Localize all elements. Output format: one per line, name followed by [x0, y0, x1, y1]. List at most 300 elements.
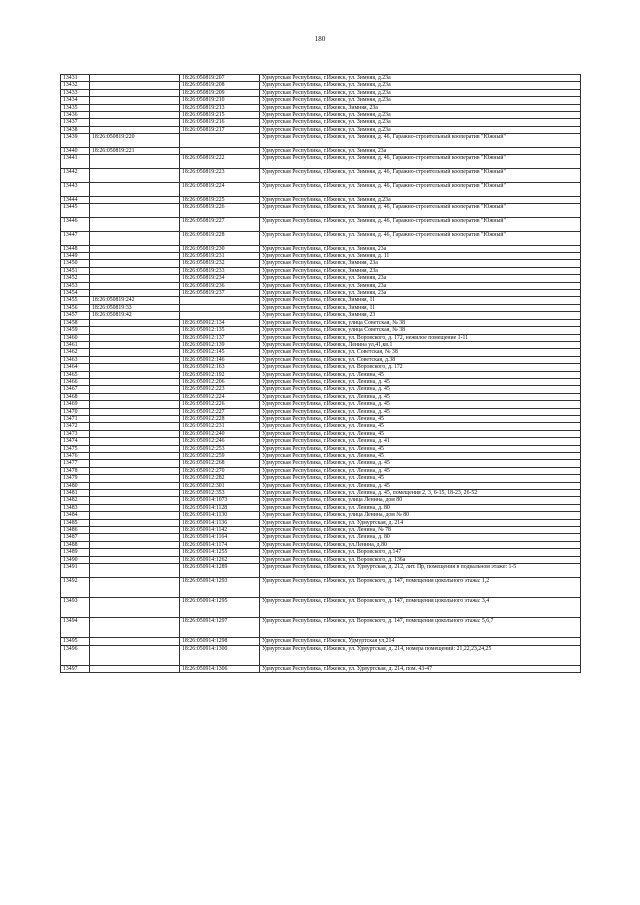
cell-addr: Удмуртская Республика, г.Ижевск, ул. Ленина, д. 45	[260, 408, 581, 415]
cell-old	[90, 408, 180, 415]
cell-kad: 18:26:050914:1128	[180, 504, 260, 511]
cell-kad: 18:26:050914:1297	[180, 618, 260, 638]
table-row	[61, 290, 581, 297]
cell-num: 13446	[61, 218, 90, 232]
cell-old	[90, 260, 180, 267]
cell-old	[90, 371, 180, 378]
table-row	[61, 275, 581, 282]
cell-num: 13445	[61, 204, 90, 218]
table-row	[61, 371, 581, 378]
cell-kad: 18:26:050819:207	[180, 75, 260, 82]
cell-addr: Удмуртская Республика, г.Ижевск, ул. Воровского, д. 136а	[260, 556, 581, 563]
table-row	[61, 260, 581, 267]
table-row	[61, 183, 581, 197]
cell-kad: 18:26:050819:224	[180, 183, 260, 197]
cell-old	[90, 126, 180, 133]
cell-addr: Удмуртская Республика, г.Ижевск, ул. Зимняя, д. 46, Гаражно-строительный кооператив "Южный"	[260, 231, 581, 245]
table-row	[61, 245, 581, 252]
table-row	[61, 527, 581, 534]
cell-addr: Удмуртская Республика, г.Ижевск, Зимняя, 23а	[260, 104, 581, 111]
cell-kad: 18:26:050819:233	[180, 267, 260, 274]
cell-addr: Удмуртская Республика, г.Ижевск, ул. Зимняя, д.23а	[260, 75, 581, 82]
table-row	[61, 282, 581, 289]
cell-addr: Удмуртская Республика, г.Ижевск, ул. Зимняя, 23а	[260, 148, 581, 155]
cell-num: 13474	[61, 438, 90, 445]
table-row	[61, 155, 581, 169]
cell-kad: 18:26:050819:213	[180, 104, 260, 111]
cell-old: 18:26:050819:33	[90, 304, 180, 311]
table-row	[61, 618, 581, 638]
table-row	[61, 564, 581, 578]
cell-num: 13443	[61, 183, 90, 197]
cell-old	[90, 445, 180, 452]
cell-old	[90, 541, 180, 548]
cell-old	[90, 423, 180, 430]
cell-addr: Удмуртская Республика, г.Ижевск, ул. Ленина, 45	[260, 453, 581, 460]
cell-num: 13486	[61, 527, 90, 534]
cell-num: 13484	[61, 512, 90, 519]
cell-num: 13477	[61, 460, 90, 467]
cell-num: 13480	[61, 482, 90, 489]
cell-old	[90, 401, 180, 408]
cell-addr: Удмуртская Республика, г.Ижевск, ул. Зимняя, д. 11	[260, 253, 581, 260]
cell-addr: Удмуртская Республика, г.Ижевск, ул. Ленина, д. 41	[260, 438, 581, 445]
cell-old	[90, 319, 180, 326]
cell-addr: Удмуртская Республика, г.Ижевск, ул. Ленина, д. 45	[260, 467, 581, 474]
cell-old: 18:26:050819:220	[90, 134, 180, 148]
cell-num: 13470	[61, 408, 90, 415]
cell-num: 13485	[61, 519, 90, 526]
cell-addr: Удмуртская Республика, г.Ижевск, ул.Ленина, д.80	[260, 541, 581, 548]
cell-num: 13463	[61, 356, 90, 363]
cell-num: 13487	[61, 534, 90, 541]
cell-num: 13497	[61, 666, 90, 673]
cell-addr: Удмуртская Республика, г.Ижевск, ул. Зимняя, д. 46, Гаражно-строительный кооператив "Южный"	[260, 134, 581, 148]
cell-addr: Удмуртская Республика, г.Ижевск, Зимняя, 23а	[260, 267, 581, 274]
cell-num: 13489	[61, 549, 90, 556]
cell-old	[90, 497, 180, 504]
cell-addr: Удмуртская Республика, г.Ижевск, улица Ленина, дом 80	[260, 497, 581, 504]
cell-kad: 18:26:050914:1295	[180, 598, 260, 618]
cell-kad: 18:26:050819:216	[180, 119, 260, 126]
table-row	[61, 460, 581, 467]
cell-addr: Удмуртская Республика, г.Ижевск, ул. Ленина, д. 45	[260, 393, 581, 400]
cell-addr: Удмуртская Республика, г.Ижевск, ул. Удмуртская, д. 214, номера помещений: 21,22,23,24,25	[260, 645, 581, 665]
cell-kad	[180, 304, 260, 311]
cell-old	[90, 75, 180, 82]
table-row	[61, 126, 581, 133]
cell-old	[90, 645, 180, 665]
cell-addr: Удмуртская Республика, г.Ижевск, ул. Зимняя, д.23а	[260, 119, 581, 126]
cell-num: 13434	[61, 97, 90, 104]
cell-kad: 18:26:050912:301	[180, 482, 260, 489]
cell-kad: 18:26:050819:208	[180, 82, 260, 89]
cell-num: 13488	[61, 541, 90, 548]
cell-old	[90, 598, 180, 618]
cell-num: 13464	[61, 364, 90, 371]
cell-kad: 18:26:050912:227	[180, 408, 260, 415]
table-row	[61, 97, 581, 104]
cell-old	[90, 349, 180, 356]
cell-kad: 18:26:050912:137	[180, 334, 260, 341]
cell-addr: Удмуртская Республика, г.Ижевск, ул. Удмуртская, д. 212, лит. Пр, помещения в подвальном этаже: 1-5	[260, 564, 581, 578]
table-row	[61, 204, 581, 218]
cell-old	[90, 467, 180, 474]
cell-kad: 18:26:050912:206	[180, 378, 260, 385]
table-row	[61, 231, 581, 245]
cell-old	[90, 282, 180, 289]
cell-kad: 18:26:050912:270	[180, 467, 260, 474]
table-row	[61, 408, 581, 415]
cell-addr: Удмуртская Республика, г.Ижевск, ул. Советская, № 38	[260, 349, 581, 356]
table-row	[61, 423, 581, 430]
cell-old	[90, 378, 180, 385]
table-row	[61, 556, 581, 563]
cell-num: 13431	[61, 75, 90, 82]
cell-addr: Удмуртская Республика, г.Ижевск, ул. Зимняя, д.23а	[260, 126, 581, 133]
table-row	[61, 112, 581, 119]
cell-addr: Удмуртская Республика, г.Ижевск, ул. Ленина, д. 80	[260, 504, 581, 511]
table-row	[61, 82, 581, 89]
cell-old	[90, 430, 180, 437]
cell-old	[90, 512, 180, 519]
table-row	[61, 497, 581, 504]
cell-kad: 18:26:050912:282	[180, 475, 260, 482]
cell-addr: Удмуртская Республика, г.Ижевск, ул. Ленина, 45	[260, 371, 581, 378]
cell-old	[90, 267, 180, 274]
cell-kad: 18:26:050819:226	[180, 204, 260, 218]
table-row	[61, 453, 581, 460]
cell-addr: Удмуртская Республика, г.Ижевск, ул. Зимняя, д.23а	[260, 82, 581, 89]
cell-num: 13479	[61, 475, 90, 482]
table-row	[61, 475, 581, 482]
cell-addr: Удмуртская Республика, г.Ижевск, ул. Удмуртская, д. 214, пом. 43-47	[260, 666, 581, 673]
cell-addr: Удмуртская Республика, г.Ижевск, Ленина ул,41,кв.1	[260, 341, 581, 348]
cell-kad: 18:26:050914:1073	[180, 497, 260, 504]
table-row	[61, 393, 581, 400]
cell-num: 13448	[61, 245, 90, 252]
cell-addr: Удмуртская Республика, г.Ижевск, ул. Ленина, д. 80	[260, 534, 581, 541]
cell-kad: 18:26:050912:224	[180, 393, 260, 400]
cell-old	[90, 231, 180, 245]
cell-kad: 18:26:050912:268	[180, 460, 260, 467]
cell-num: 13441	[61, 155, 90, 169]
table-row	[61, 430, 581, 437]
cell-kad: 18:26:050819:223	[180, 169, 260, 183]
cell-old	[90, 460, 180, 467]
cell-kad: 18:26:050914:1136	[180, 519, 260, 526]
cell-addr: Удмуртская Республика, г.Ижевск, Зимняя, 11	[260, 297, 581, 304]
cell-old	[90, 386, 180, 393]
cell-addr: Удмуртская Республика, г.Ижевск, ул. Воровского, д. 147, помещения цокольного этажа: 5,6,7	[260, 618, 581, 638]
cell-kad: 18:26:050912:240	[180, 430, 260, 437]
cell-num: 13492	[61, 577, 90, 597]
cell-num: 13438	[61, 126, 90, 133]
cell-num: 13467	[61, 386, 90, 393]
cell-addr: Удмуртская Республика, г.Ижевск, ул. Ленина, № 78	[260, 527, 581, 534]
cell-kad: 18:26:050914:1298	[180, 638, 260, 645]
cell-addr: Удмуртская Республика, г.Ижевск, ул. Зимняя, д. 46, Гаражно-строительный кооператив "Южный"	[260, 218, 581, 232]
cell-addr: Удмуртская Республика, г.Ижевск, улица Советская, № 38	[260, 327, 581, 334]
table-row	[61, 148, 581, 155]
cell-addr: Удмуртская Республика, г.Ижевск, ул. Ленина, д. 45	[260, 378, 581, 385]
cell-addr: Удмуртская Республика, г.Ижевск, ул. Зимняя, 23а	[260, 282, 581, 289]
cell-old	[90, 112, 180, 119]
table-row	[61, 304, 581, 311]
cell-old	[90, 82, 180, 89]
table-row	[61, 267, 581, 274]
cell-num: 13447	[61, 231, 90, 245]
cell-addr: Удмуртская Республика, г.Ижевск, ул. Ленина, 45	[260, 415, 581, 422]
cell-addr: Удмуртская Республика, г.Ижевск, ул. Зимняя, д. 46, Гаражно-строительный кооператив "Южный"	[260, 155, 581, 169]
cell-addr: Удмуртская Республика, г.Ижевск, ул. Ленина, д. 45	[260, 401, 581, 408]
cell-addr: Удмуртская Республика, г.Ижевск, ул. Зимняя, д.23а	[260, 97, 581, 104]
cell-addr: Удмуртская Республика, г.Ижевск, ул. Зимняя, д.23а	[260, 196, 581, 203]
cell-num: 13481	[61, 490, 90, 497]
cell-kad: 18:26:050819:210	[180, 97, 260, 104]
cell-num: 13465	[61, 371, 90, 378]
cell-old: 18:26:050819:221	[90, 148, 180, 155]
cell-num: 13451	[61, 267, 90, 274]
table-row	[61, 169, 581, 183]
cell-num: 13450	[61, 260, 90, 267]
table-row	[61, 334, 581, 341]
cell-num: 13468	[61, 393, 90, 400]
cell-old	[90, 564, 180, 578]
cell-old	[90, 169, 180, 183]
cell-num: 13466	[61, 378, 90, 385]
cell-num: 13449	[61, 253, 90, 260]
cell-kad: 18:26:050912:253	[180, 445, 260, 452]
cell-addr: Удмуртская Республика, г.Ижевск, улица Ленина, дом № 80	[260, 512, 581, 519]
table-row	[61, 378, 581, 385]
cell-kad: 18:26:050914:1306	[180, 666, 260, 673]
cell-addr: Удмуртская Республика, г.Ижевск, ул. Ленина, 45	[260, 423, 581, 430]
table-row	[61, 75, 581, 82]
cell-num: 13494	[61, 618, 90, 638]
cell-kad	[180, 148, 260, 155]
cell-addr: Удмуртская Республика, г.Ижевск, ул. Зимняя, д.23а	[260, 89, 581, 96]
cell-num: 13471	[61, 415, 90, 422]
cell-old	[90, 155, 180, 169]
cell-addr: Удмуртская Республика, г.Ижевск, Зимняя, 23а	[260, 260, 581, 267]
cadastral-table	[60, 74, 581, 673]
cell-num: 13442	[61, 169, 90, 183]
table-row	[61, 504, 581, 511]
cell-old	[90, 638, 180, 645]
cell-num: 13478	[61, 467, 90, 474]
cell-kad: 18:26:050819:215	[180, 112, 260, 119]
table-row	[61, 119, 581, 126]
cell-kad: 18:26:050914:1293	[180, 577, 260, 597]
cell-addr: Удмуртская Республика, г.Ижевск, ул. Воровского, д. 147, помещения цокольного этажа: 3,4	[260, 598, 581, 618]
cell-num: 13472	[61, 423, 90, 430]
cell-num: 13454	[61, 290, 90, 297]
cell-num: 13435	[61, 104, 90, 111]
cell-old	[90, 438, 180, 445]
table-row	[61, 490, 581, 497]
table-row	[61, 386, 581, 393]
table-row	[61, 401, 581, 408]
cell-addr: Удмуртская Республика, г.Ижевск, улица Советская, № 38	[260, 319, 581, 326]
cell-num: 13437	[61, 119, 90, 126]
cell-old	[90, 196, 180, 203]
cell-old	[90, 218, 180, 232]
cell-old	[90, 89, 180, 96]
cell-kad: 18:26:050912:135	[180, 327, 260, 334]
cell-addr: Удмуртская Республика, г.Ижевск, ул. Зимняя, д. 46, Гаражно-строительный кооператив "Южный"	[260, 183, 581, 197]
cell-num: 13491	[61, 564, 90, 578]
table-row	[61, 104, 581, 111]
cell-addr: Удмуртская Республика, г.Ижевск, ул. Зимняя, д. 46, Гаражно-строительный кооператив "Южный"	[260, 169, 581, 183]
cell-addr: Удмуртская Республика, г.Ижевск, Зимняя, 23	[260, 312, 581, 319]
cell-addr: Удмуртская Республика, г.Ижевск, ул. Ленина, д. 45	[260, 386, 581, 393]
cell-num: 13461	[61, 341, 90, 348]
cell-num: 13482	[61, 497, 90, 504]
cell-kad: 18:26:050912:228	[180, 415, 260, 422]
table-row	[61, 666, 581, 673]
table-row	[61, 638, 581, 645]
cell-kad: 18:26:050819:217	[180, 126, 260, 133]
table-row	[61, 297, 581, 304]
cell-addr: Удмуртская Республика, г.Ижевск, ул. Зимняя, 23а	[260, 290, 581, 297]
cell-num: 13456	[61, 304, 90, 311]
cell-old	[90, 577, 180, 597]
cell-num: 13462	[61, 349, 90, 356]
cell-kad: 18:26:050912:163	[180, 364, 260, 371]
cell-addr: Удмуртская Республика, г.Ижевск, ул. Воровского, д.147	[260, 549, 581, 556]
cell-old	[90, 482, 180, 489]
table-row	[61, 577, 581, 597]
cell-num: 13458	[61, 319, 90, 326]
cell-old	[90, 519, 180, 526]
cell-old	[90, 204, 180, 218]
cell-addr: Удмуртская Республика, г.Ижевск, Удмуртская ул,214	[260, 638, 581, 645]
table-row	[61, 519, 581, 526]
table-row	[61, 356, 581, 363]
cell-addr: Удмуртская Республика, г.Ижевск, ул. Ленина, д. 45, помещения 2, 3, 6-15, 18-23, 26-52	[260, 490, 581, 497]
cell-kad: 18:26:050912:246	[180, 438, 260, 445]
table-row	[61, 364, 581, 371]
cell-addr: Удмуртская Республика, г.Ижевск, ул. Зимняя, д.23а	[260, 112, 581, 119]
cell-addr: Удмуртская Республика, г.Ижевск, ул. Зимняя, 23а	[260, 245, 581, 252]
cell-num: 13460	[61, 334, 90, 341]
cell-addr: Удмуртская Республика, г.Ижевск, ул. Воровского, д. 172	[260, 364, 581, 371]
table-row	[61, 482, 581, 489]
cell-num: 13459	[61, 327, 90, 334]
cell-old: 18:26:050819:242	[90, 297, 180, 304]
table-row	[61, 598, 581, 618]
cell-num: 13452	[61, 275, 90, 282]
cell-kad: 18:26:050914:1142	[180, 527, 260, 534]
table-row	[61, 438, 581, 445]
cell-addr: Удмуртская Республика, г.Ижевск, Зимняя, 11	[260, 304, 581, 311]
cell-num: 13439	[61, 134, 90, 148]
cell-num: 13453	[61, 282, 90, 289]
table-row	[61, 445, 581, 452]
cell-kad: 18:26:050819:232	[180, 260, 260, 267]
cell-kad: 18:26:050912:145	[180, 349, 260, 356]
cell-addr: Удмуртская Республика, г.Ижевск, ул. Зимняя, д. 46, Гаражно-строительный кооператив "Южный"	[260, 204, 581, 218]
cell-old	[90, 415, 180, 422]
cell-kad: 18:26:050912:353	[180, 490, 260, 497]
table-row	[61, 512, 581, 519]
cell-old	[90, 556, 180, 563]
table-row	[61, 467, 581, 474]
cell-num: 13473	[61, 430, 90, 437]
table-row	[61, 319, 581, 326]
cell-old	[90, 341, 180, 348]
table-row	[61, 312, 581, 319]
cell-old	[90, 534, 180, 541]
cell-kad: 18:26:050914:1300	[180, 645, 260, 665]
table-row	[61, 89, 581, 96]
cell-kad: 18:26:050914:1289	[180, 564, 260, 578]
cell-old	[90, 327, 180, 334]
cell-kad: 18:26:050912:223	[180, 386, 260, 393]
cell-old	[90, 183, 180, 197]
cell-kad: 18:26:050912:134	[180, 319, 260, 326]
cell-num: 13436	[61, 112, 90, 119]
cell-old	[90, 504, 180, 511]
cell-num: 13457	[61, 312, 90, 319]
cell-old	[90, 490, 180, 497]
cell-addr: Удмуртская Республика, г.Ижевск, ул. Удмуртская, д. 214	[260, 519, 581, 526]
cell-old	[90, 475, 180, 482]
table-row	[61, 327, 581, 334]
cell-old	[90, 549, 180, 556]
cell-kad	[180, 297, 260, 304]
table-row	[61, 253, 581, 260]
cell-kad: 18:26:050914:1262	[180, 556, 260, 563]
cell-kad: 18:26:050914:1130	[180, 512, 260, 519]
cell-kad: 18:26:050819:222	[180, 155, 260, 169]
cell-kad: 18:26:050912:146	[180, 356, 260, 363]
cell-num: 13455	[61, 297, 90, 304]
cell-num: 13444	[61, 196, 90, 203]
table-body	[61, 75, 581, 673]
cell-kad: 18:26:050819:209	[180, 89, 260, 96]
cell-old	[90, 453, 180, 460]
cell-old	[90, 290, 180, 297]
cell-kad: 18:26:050819:227	[180, 218, 260, 232]
cell-addr: Удмуртская Республика, г.Ижевск, ул. Ленина, 45	[260, 430, 581, 437]
table-row	[61, 534, 581, 541]
cell-addr: Удмуртская Республика, г.Ижевск, ул. Воровского, д. 147, помещения цокольного этажа: 1,2	[260, 577, 581, 597]
table-row	[61, 196, 581, 203]
cell-addr: Удмуртская Республика, г.Ижевск, ул. Ленина, д. 45	[260, 460, 581, 467]
cell-addr: Удмуртская Республика, г.Ижевск, ул. Ленина, 45	[260, 475, 581, 482]
table-row	[61, 541, 581, 548]
cell-addr: Удмуртская Республика, г.Ижевск, ул. Зимняя, 23а	[260, 275, 581, 282]
cell-old	[90, 334, 180, 341]
cell-old	[90, 97, 180, 104]
cell-old	[90, 245, 180, 252]
cell-old	[90, 275, 180, 282]
table-row	[61, 415, 581, 422]
table-row	[61, 218, 581, 232]
cell-kad	[180, 312, 260, 319]
cell-kad: 18:26:050819:236	[180, 282, 260, 289]
cell-addr: Удмуртская Республика, г.Ижевск, ул. Ленина, д. 45	[260, 482, 581, 489]
table-row	[61, 645, 581, 665]
cell-num: 13475	[61, 445, 90, 452]
cell-kad: 18:26:050912:139	[180, 341, 260, 348]
cell-num: 13476	[61, 453, 90, 460]
cell-old	[90, 618, 180, 638]
cell-num: 13496	[61, 645, 90, 665]
cell-num: 13433	[61, 89, 90, 96]
